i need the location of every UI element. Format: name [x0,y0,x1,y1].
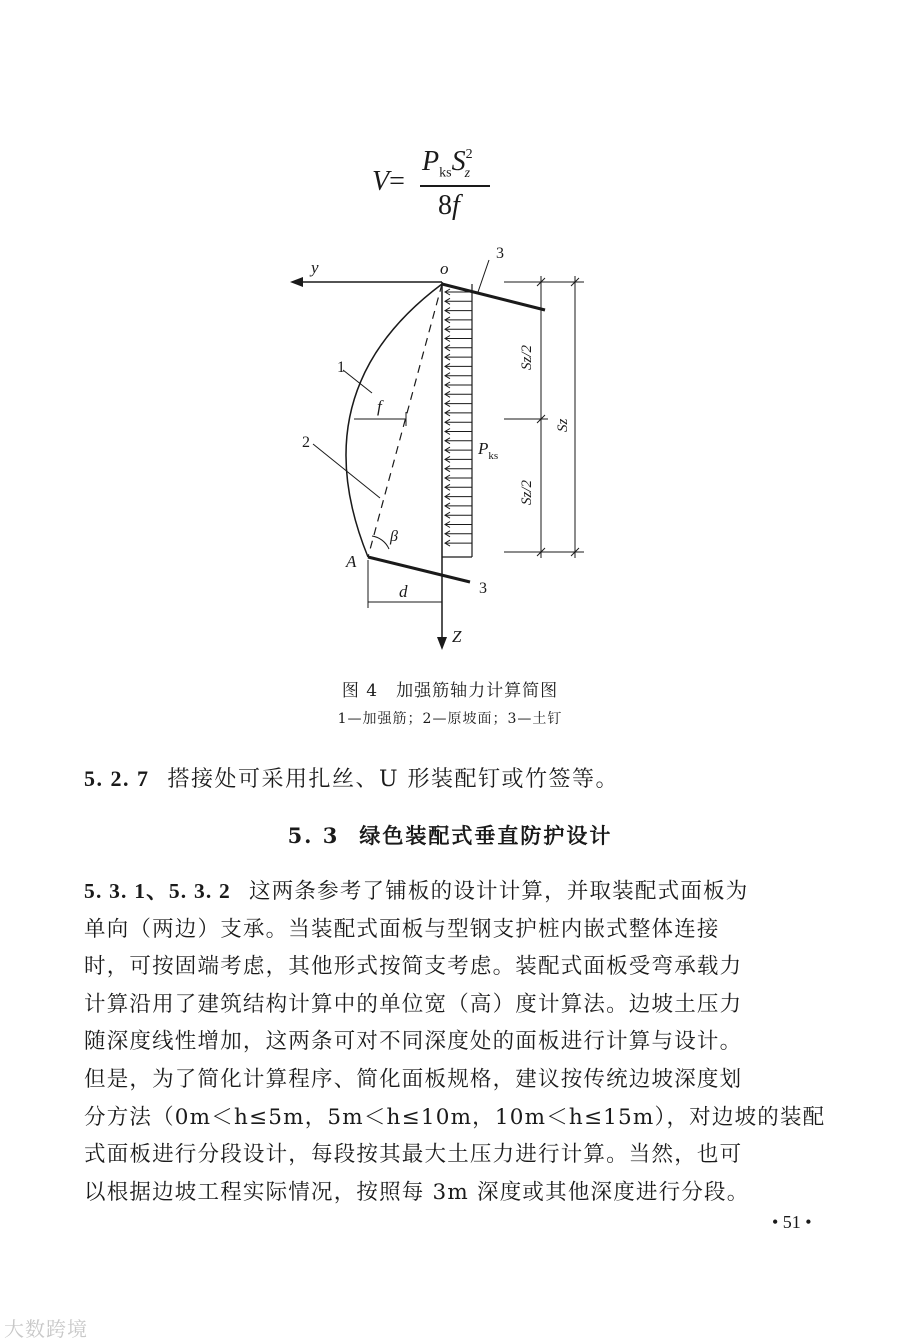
clause-number: 5. 3. 1、5. 3. 2 [84,879,232,903]
beta-arc [372,536,389,549]
label-1: 1 [337,359,345,376]
label-sz-half-bottom: Sz/2 [519,479,535,505]
paragraph-line: 分方法（0m＜h≤5m，5m＜h≤10m，10m＜h≤15m），对边坡的装配 [84,1104,826,1130]
label-pks: $P_{ks}$ [478,439,499,462]
label-o: o [440,259,449,278]
clause-5-2-7 [84,762,619,793]
original-slope-line [368,284,442,557]
paragraph-line: 时，可按固端考虑，其他形式按简支考虑。装配式面板受弯承载力 [84,954,743,980]
reinforcement-diagram [0,230,900,670]
formula-numerator: $P_{ks}S^2_z$ [422,146,473,181]
paragraph-line: 随深度线性增加，这两条可对不同深度处的面板进行计算与设计。 [84,1029,743,1055]
label-beta: β [390,528,398,545]
formula-v [372,140,532,220]
leader-3-top [478,260,489,292]
watermark: 大数跨境 [4,1317,88,1341]
paragraph-line: 5. 3. 1、5. 3. 2 这两条参考了铺板的设计计算，并取装配式面板为 [84,879,749,904]
figure-caption-title: 图 4 加强筋轴力计算简图 [341,681,559,701]
sz-dimensions [504,276,584,558]
y-axis-arrowhead [290,277,303,287]
clause-5-3-1 [84,873,824,1211]
paragraph-line: 单向（两边）支承。当装配式面板与型钢支护桩内嵌式整体连接 [84,916,720,942]
section-heading-5-3 [0,820,900,850]
pressure-load [442,284,472,557]
label-sz: Sz [555,418,571,432]
label-z: Z [452,627,462,646]
label-a: A [346,552,357,571]
soil-nail-top [442,284,545,310]
soil-nail-bottom [368,557,470,582]
paragraph-line: 但是，为了简化计算程序、简化面板规格，建议按传统边坡深度划 [84,1066,743,1092]
label-3-bottom: 3 [479,580,487,597]
formula-lhs: V= [372,166,405,197]
label-f: f [377,397,382,416]
label-sz-half-top: Sz/2 [519,344,535,370]
formula-denominator: 8f [438,190,460,221]
fraction-bar [420,185,490,187]
label-2: 2 [302,434,310,451]
z-axis-arrowhead [437,637,447,650]
clause-text: 搭接处可采用扎丝、U 形装配钉或竹签等。 [167,767,620,792]
section-title: 绿色装配式垂直防护设计 [359,823,613,848]
page-number: • 51 • [772,1212,812,1232]
paragraph-line: 计算沿用了建筑结构计算中的单位宽（高）度计算法。边坡土压力 [84,991,743,1017]
paragraph-line: 以根据边坡工程实际情况，按照每 3m 深度或其他深度进行分段。 [84,1179,750,1205]
clause-number: 5. 2. 7 [84,766,150,791]
section-number: 5. 3 [287,823,340,848]
paragraph-line: 式面板进行分段设计，每段按其最大土压力进行计算。当然，也可 [84,1142,743,1168]
reinforcement-curve [346,284,442,557]
figure-caption-legend: 1—加强筋；2—原坡面；3—土钉 [337,711,563,727]
label-d: d [399,582,408,601]
label-y: y [311,258,319,277]
label-3-top: 3 [496,245,504,262]
